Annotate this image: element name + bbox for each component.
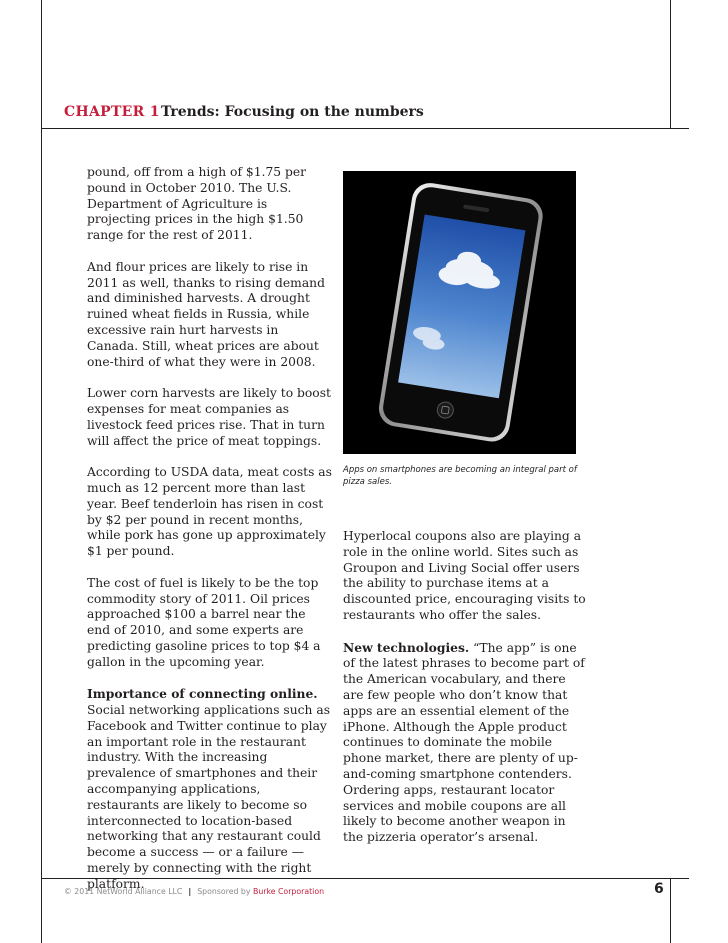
paragraph: [87, 686, 332, 892]
paragraph: [343, 640, 588, 846]
right-column: [343, 529, 588, 862]
paragraph: Lower corn harvests are likely to boost expenses for meat companies as livestock feed prices rise. That in turn will affect the price of meat toppings.: [87, 386, 331, 448]
page-number: 6: [654, 881, 664, 897]
footer: [64, 887, 324, 896]
paragraph: The cost of fuel is likely to be the top commodity story of 2011. Oil prices approached $100 a barrel near the end of 2010, and some experts are predicting gasoline prices to top $4 a gallon in the upcoming year.: [87, 575, 321, 669]
right-margin-rule-bottom: [670, 878, 671, 943]
paragraph: And flour prices are likely to rise in 2011 as well, thanks to rising demand and diminished harvests. A drought ruined wheat fields in Russia, while excessive rain hurt harvests in Canada. Still, wheat prices are about one-third of what they were in 2008.: [87, 259, 325, 369]
section-lead: New technologies.: [343, 639, 470, 655]
smartphone-photo: [343, 171, 576, 454]
section-body: Social networking applications such as Facebook and Twitter continue to play an important role in the restaurant industry. With the increasing prevalence of smartphones and their accompanying applications, restaurants are likely to become so interconnected to location-based networking that any restaurant could become a success — or a failure — merely by connecting with the right platform.: [87, 703, 331, 891]
sponsored-prefix: Sponsored by: [197, 887, 253, 896]
paragraph: pound, off from a high of $1.75 per pound in October 2010. The U.S. Department of Agriculture is projecting prices in the high $1.50 range for the rest of 2011.: [87, 165, 307, 243]
footer-separator: |: [188, 887, 192, 896]
header-divider: [41, 128, 689, 129]
left-margin-rule: [41, 0, 42, 943]
paragraph: According to USDA data, meat costs as much as 12 percent more than last year. Beef tenderloin has risen in cost by $2 per pound in recent months, while pork has gone up approximately $1 per pound.: [87, 465, 332, 559]
chapter-title: Trends: Focusing on the numbers: [161, 104, 424, 120]
sponsor-name: Burke Corporation: [252, 887, 325, 896]
left-column: [87, 165, 332, 908]
right-margin-rule-top: [670, 0, 671, 128]
smartphone-icon: [343, 171, 576, 454]
section-body: “The app” is one of the latest phrases to become part of the American vocabulary, and there are few people who don’t know that apps are an essential element of the iPhone. Although the Apple product continues to dominate the mobile phone market, there are plenty of up-and-coming smartphone contenders. Ordering apps, restaurant locator services and mobile coupons are all likely to become another weapon in the pizzeria operator’s arsenal.: [343, 640, 585, 845]
section-lead: Importance of connecting online.: [87, 686, 318, 702]
figure-caption: Apps on smartphones are becoming an integral part of pizza sales.: [343, 465, 577, 487]
chapter-label: CHAPTER 1: [64, 104, 160, 120]
paragraph: Hyperlocal coupons also are playing a role in the online world. Sites such as Groupon and Living Social offer users the ability to purchase items at a discounted price, encouraging visits to restaurants who offer the sales.: [343, 529, 586, 622]
copyright: © 2011 NetWorld Alliance LLC: [64, 887, 183, 896]
